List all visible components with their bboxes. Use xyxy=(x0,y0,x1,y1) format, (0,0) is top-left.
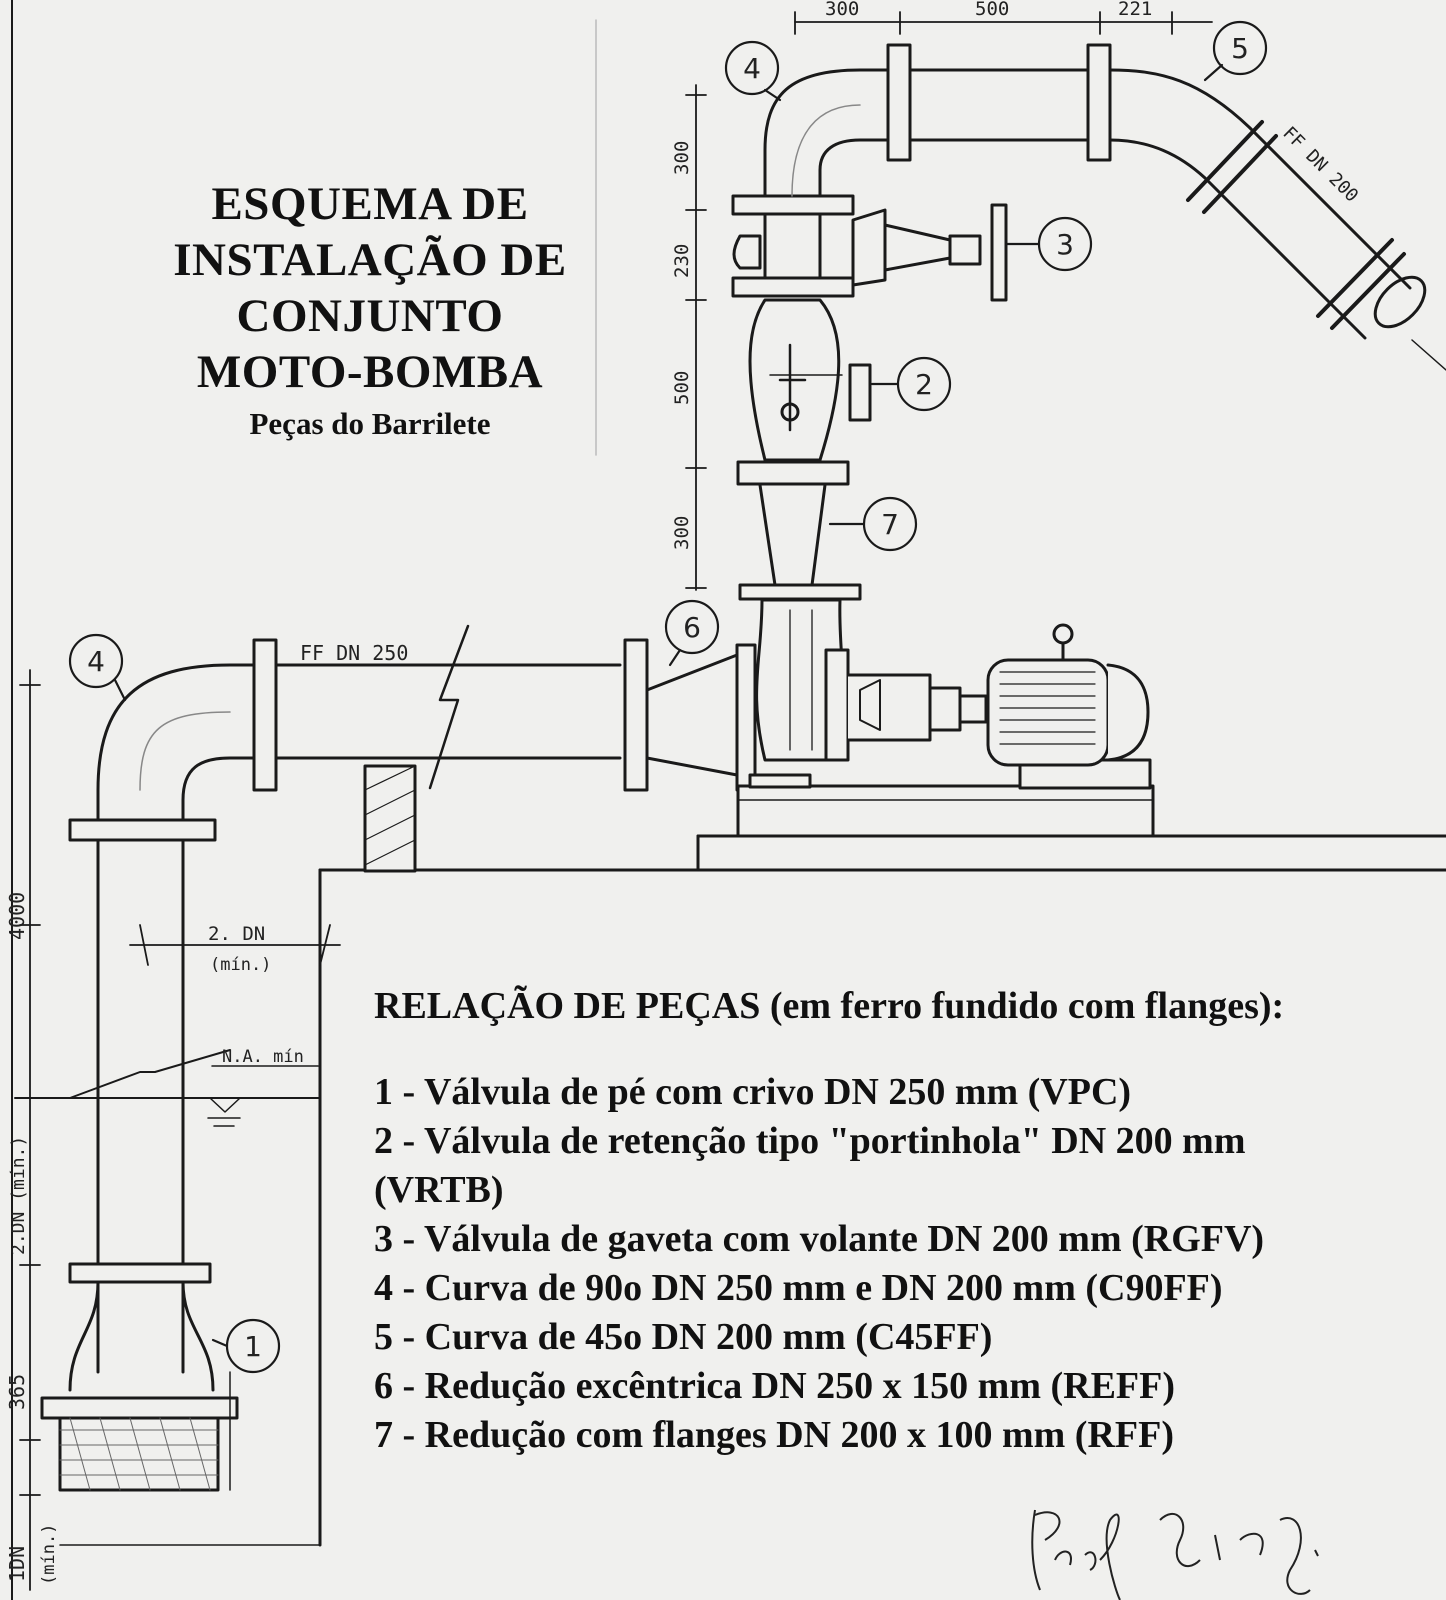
parts-item-4: 4 - Curva de 90o DN 250 mm e DN 200 mm (C90FF) xyxy=(374,1267,1223,1309)
title-subtitle: Peças do Barrilete xyxy=(249,406,491,441)
callout-2: 2 xyxy=(915,368,933,401)
title-line-3: CONJUNTO xyxy=(236,290,504,342)
gate-valve xyxy=(733,196,1006,300)
callout-4-discharge: 4 xyxy=(743,52,761,85)
signature-mark xyxy=(1032,1510,1318,1600)
parts-item-1: 1 - Válvula de pé com crivo DN 250 mm (VPC) xyxy=(374,1071,1132,1113)
dim-vert-300a: 300 xyxy=(671,140,693,175)
callout-1: 1 xyxy=(244,1330,262,1363)
parts-item-2: 2 - Válvula de retenção tipo "portinhola" DN 200 mm xyxy=(374,1120,1246,1162)
na-min-label: N.A. mín xyxy=(222,1047,304,1067)
parts-item-7: 7 - Redução com flanges DN 200 x 100 mm (RFF) xyxy=(374,1414,1174,1456)
dim-left-min: (mín.) xyxy=(39,1523,59,1585)
dim-left-2dn: 2.DN (mín.) xyxy=(8,1135,29,1255)
dim-vert-230: 230 xyxy=(671,243,693,278)
parts-item-2-cont: (VRTB) xyxy=(374,1169,504,1211)
foot-valve xyxy=(42,1264,237,1490)
dim-top-221: 221 xyxy=(1118,0,1153,20)
callout-3: 3 xyxy=(1056,228,1074,261)
title-line-4: MOTO-BOMBA xyxy=(196,346,544,398)
parts-list xyxy=(374,984,1434,1460)
pump-body xyxy=(740,585,986,760)
parts-item-6: 6 - Redução excêntrica DN 250 x 150 mm (REFF) xyxy=(374,1365,1175,1407)
title-line-1: ESQUEMA DE xyxy=(211,178,529,230)
callout-4-suction: 4 xyxy=(87,645,105,678)
dim-left-1dn: 1DN xyxy=(5,1545,29,1582)
check-valve xyxy=(750,300,870,460)
pump-base xyxy=(738,760,1153,836)
electric-motor xyxy=(988,625,1148,765)
discharge-45-bend xyxy=(1110,70,1446,370)
dim-left-365: 365 xyxy=(5,1373,29,1410)
callout-6: 6 xyxy=(683,611,701,644)
suction-pipe-label: FF DN 250 xyxy=(300,641,409,665)
title-block xyxy=(150,176,590,442)
dim-vert-500: 500 xyxy=(671,370,693,405)
parts-item-5: 5 - Curva de 45o DN 200 mm (C45FF) xyxy=(374,1316,993,1358)
title-line-2: INSTALAÇÃO DE xyxy=(173,234,567,286)
dim-top-300: 300 xyxy=(825,0,860,20)
dim-left-4000: 4000 xyxy=(5,891,29,940)
dim-vert-300b: 300 xyxy=(671,515,693,550)
callout-5: 5 xyxy=(1231,32,1249,65)
parts-heading: RELAÇÃO DE PEÇAS (em ferro fundido com flanges): xyxy=(374,985,1285,1027)
dim-top-500: 500 xyxy=(975,0,1010,20)
discharge-pipe-label: FF DN 200 xyxy=(1278,122,1363,207)
dim-mid-min: (mín.) xyxy=(210,955,272,975)
parts-item-3: 3 - Válvula de gaveta com volante DN 200 mm (RGFV) xyxy=(374,1218,1265,1260)
discharge-bend xyxy=(765,45,1110,196)
callout-7: 7 xyxy=(881,508,899,541)
dim-mid-2dn: 2. DN xyxy=(208,923,266,945)
